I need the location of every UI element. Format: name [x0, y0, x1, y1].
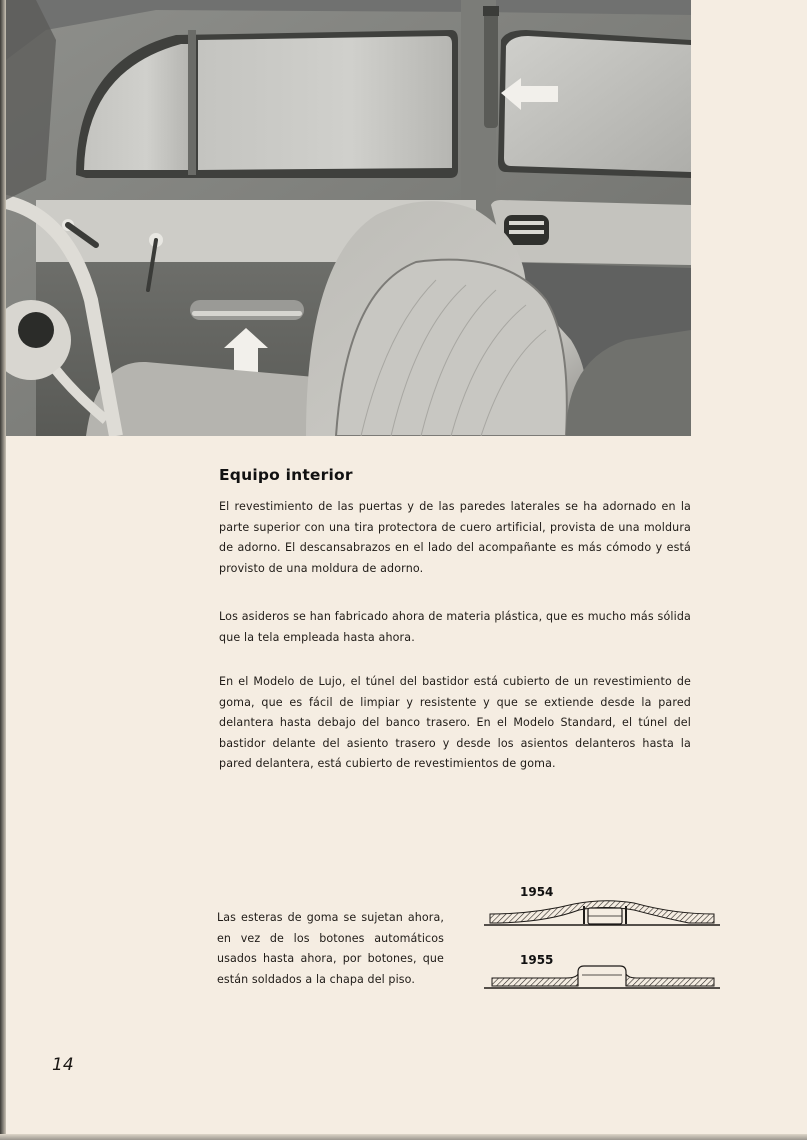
paragraph-door-trim: El revestimiento de las puertas y de las paredes laterales se ha adornado en la parte superior con una tira protectora de cuero artificial, provista de una moldura de adorno. El descansabrazos en el lado del acompañante es más cómodo y está provisto de una moldura de adorno. — [219, 500, 691, 575]
paragraph-grab-handles: Los asideros se han fabricado ahora de materia plástica, que es mucho más sólida que la tela empleada hasta ahora. — [219, 610, 691, 644]
mat-fastener-diagram-1954 — [484, 896, 720, 930]
mat-fastener-diagram-1955 — [484, 964, 720, 994]
section-title: Equipo interior — [219, 466, 353, 484]
diagram-label-1955: 1955 — [520, 953, 554, 967]
car-interior-photo — [6, 0, 691, 436]
paragraph-rubber-mats: Las esteras de goma se sujetan ahora, en vez de los botones automáticos usados hasta ahora, por botones, que están soldados a la chapa del piso. — [217, 911, 444, 986]
diagram-label-1954: 1954 — [520, 885, 554, 899]
page-number: 14 — [52, 1055, 74, 1075]
page-bottom-edge — [0, 1134, 807, 1140]
paragraph-tunnel-cover: En el Modelo de Lujo, el túnel del bastidor está cubierto de un revestimiento de goma, que es fácil de limpiar y resistente y que se extiende desde la pared delantera hasta debajo del banco trasero. En el Modelo Standard, el túnel del bastidor delante del asiento trasero y desde los asientos delanteros hasta la pared delantera, está cubierto de revestimientos de goma. — [219, 675, 691, 770]
